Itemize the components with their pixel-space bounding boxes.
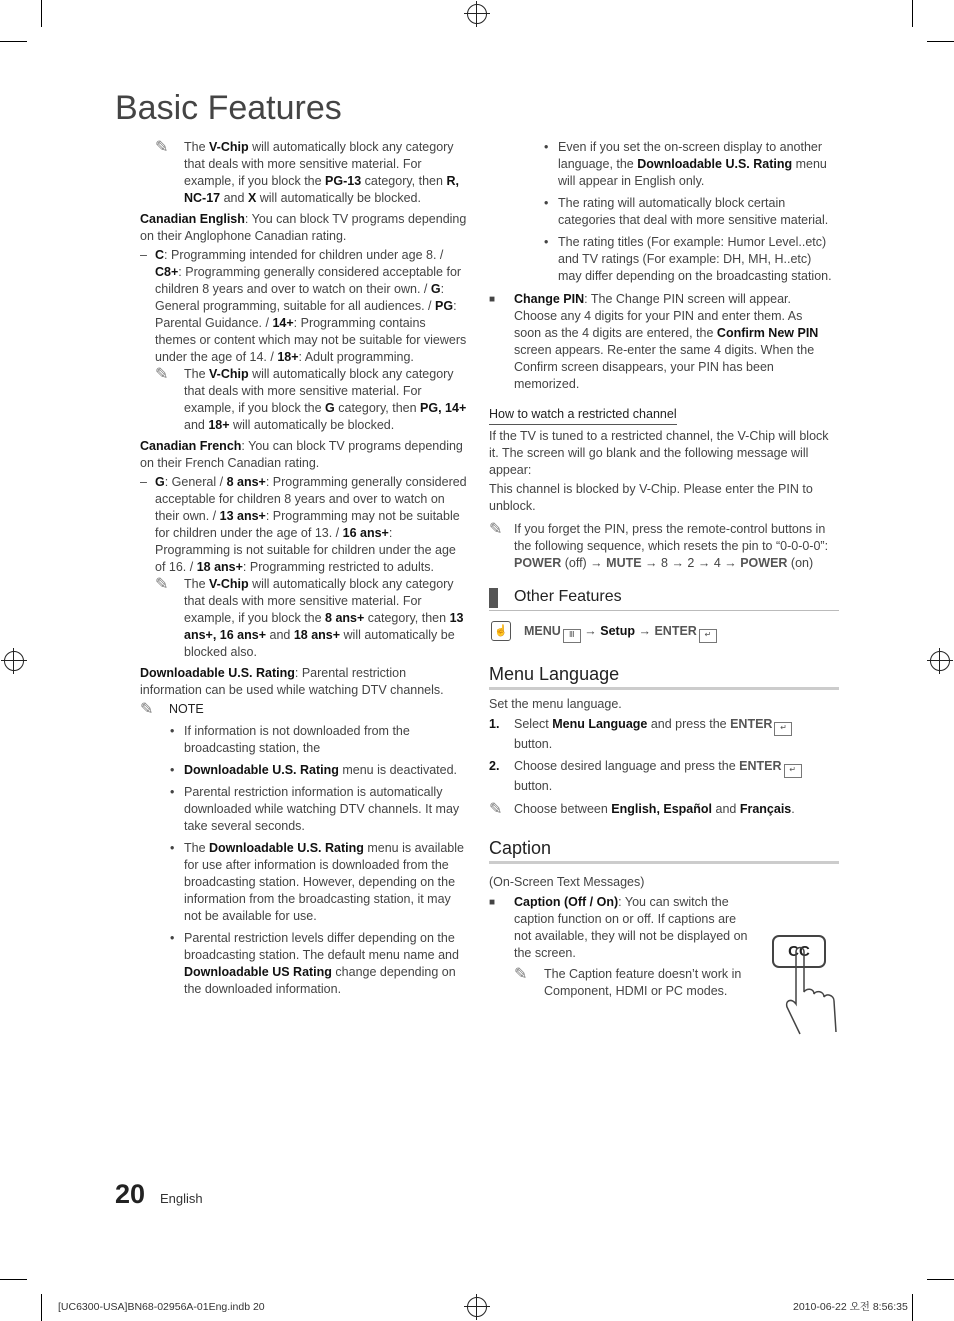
list-item: • Even if you set the on-screen display to another language, the Downloadable U.S. Rating menu will appear in English only. xyxy=(544,140,827,188)
list-item: • Downloadable U.S. Rating menu is deactivated. xyxy=(170,763,457,777)
vchip-note: ✎ The V-Chip will automatically block any category that deals with more sensitive material. For example, if you block the 8 ans+ category, then 13 ans+, 16 ans+ and 18 ans+ will automatically be blocked also. xyxy=(155,576,464,659)
list-item: • The rating titles (For example: Humor Level..etc) and TV ratings (For example: DH, MH, H..etc) may differ depending on the broadcasting station. xyxy=(544,235,832,283)
cc-button-illustration xyxy=(770,934,842,1044)
pencil-note-icon: ✎ xyxy=(155,576,169,593)
downloadable-rating-paragraph: Downloadable U.S. Rating: Parental restriction information can be used while watching DTV channels. xyxy=(140,666,444,697)
enter-key-icon: ↵ xyxy=(774,722,792,736)
note-heading: ✎ NOTE xyxy=(140,701,204,718)
other-features-heading: Other Features xyxy=(489,587,839,611)
note-bullets xyxy=(170,723,468,998)
canadian-english-ratings: – C: Programming intended for children under age 8. / C8+: Programming generally considered acceptable for children 8 years and over to watch on their own. / G: General programming, suitable for all audiences. / PG: Parental Guidance. / 14+: Programming contains themes or content which may not be suitable for viewers under the age of 14. / 18+: Adult programming. xyxy=(140,248,467,364)
pointing-hand-icon xyxy=(770,934,842,1044)
crop-mark xyxy=(41,1294,42,1321)
menu-language-heading: Menu Language xyxy=(489,663,839,690)
crop-mark xyxy=(0,1279,27,1280)
vchip-note: ✎ The V-Chip will automatically block any category that deals with more sensitive material. For example, if you block the G category, then PG, 14+ and 18+ will automatically be blocked. xyxy=(155,366,467,432)
menu-key-icon: Ⅲ xyxy=(563,629,581,643)
pencil-note-icon: ✎ xyxy=(489,521,503,538)
print-footer-right: 2010-06-22 오전 8:56:35 xyxy=(793,1301,908,1313)
language-choice-note: ✎ Choose between English, Español and Français. xyxy=(489,801,795,818)
pencil-note-icon: ✎ xyxy=(155,366,169,383)
menu-path: ☝ MENU Ⅲ → Setup → ENTER ↵ xyxy=(489,623,839,643)
crop-mark xyxy=(0,41,27,42)
enter-key-icon: ↵ xyxy=(699,629,717,643)
list-item: • The rating will automatically block certain categories that deal with more sensitive material. xyxy=(544,196,829,227)
print-footer-left: [UC6300-USA]BN68-02956A-01Eng.indb 20 xyxy=(58,1301,265,1313)
square-bullet-icon: ■ xyxy=(489,294,496,305)
crop-mark xyxy=(927,41,954,42)
crop-mark xyxy=(927,1279,954,1280)
pencil-note-icon: ✎ xyxy=(514,966,528,983)
crop-mark xyxy=(912,1294,913,1321)
vchip-note: ✎ The V-Chip will automatically block any category that deals with more sensitive material. For example, if you block the PG-13 category, then R, NC-17 and X will automatically be blocked. xyxy=(155,139,459,205)
cc-button-icon: CC xyxy=(772,935,826,968)
restricted-paragraph: If the TV is tuned to a restricted channel, the V-Chip will block it. The screen will go blank and the following message will appear: xyxy=(489,429,829,477)
pin-reset-note: ✎ If you forget the PIN, press the remote-control buttons in the following sequence, which resets the pin to “0-0-0-0”: POWER (off) → MUTE → 8 → 2 → 4 → POWER (on) xyxy=(489,521,829,570)
list-item: • Parental restriction levels differ depending on the broadcasting station. The default menu name and Downloadable US Rating change depending on the downloaded information. xyxy=(170,931,459,996)
right-column xyxy=(489,139,839,1000)
restricted-message: This channel is blocked by V-Chip. Please enter the PIN to unblock. xyxy=(489,482,813,513)
list-item: • Parental restriction information is automatically downloaded while watching DTV channels. It may take several seconds. xyxy=(170,785,460,833)
caption-item: ■ Caption (Off / On): You can switch the caption function on or off. If captions are not available, they will not be displayed on the screen. xyxy=(489,895,748,960)
page-language: English xyxy=(160,1191,203,1206)
page-number: 20 xyxy=(115,1179,146,1209)
list-item: • The Downloadable U.S. Rating menu is available for use after information is downloaded from the broadcasting station. However, depending on the information from the broadcasting station, it may not be available for use. xyxy=(170,841,464,923)
crop-mark xyxy=(912,0,913,27)
remote-menu-icon: ☝ xyxy=(491,621,511,641)
change-pin-item: ■ Change PIN: The Change PIN screen will appear. Choose any 4 digits for your PIN and enter them. As soon as the 4 digits are entered, the Confirm New PIN screen appears. Re-enter the same 4 digits. When the Confirm screen disappears, your PIN has been memorized. xyxy=(489,292,819,391)
registration-mark-icon xyxy=(467,1297,487,1317)
canadian-english-paragraph: Canadian English: You can block TV programs depending on their Anglophone Canadian rating. xyxy=(140,212,467,243)
left-column xyxy=(140,139,468,1003)
pencil-note-icon: ✎ xyxy=(489,801,503,818)
caption-subtitle: (On-Screen Text Messages) xyxy=(489,875,645,889)
crop-mark xyxy=(41,0,42,27)
caption-heading: Caption xyxy=(489,837,839,864)
page-title: Basic Features xyxy=(115,89,342,127)
caption-note: ✎ The Caption feature doesn’t work in Component, HDMI or PC modes. xyxy=(514,966,742,998)
menu-language-step: 1. Select Menu Language and press the ENTER ↵ button. xyxy=(489,716,839,753)
pencil-note-icon: ✎ xyxy=(155,139,169,156)
canadian-french-paragraph: Canadian French: You can block TV programs depending on their French Canadian rating. xyxy=(140,439,463,470)
pencil-note-icon: ✎ xyxy=(140,701,154,718)
registration-mark-icon xyxy=(930,651,950,671)
menu-language-intro: Set the menu language. xyxy=(489,697,622,711)
square-bullet-icon: ■ xyxy=(489,897,496,908)
list-item: • If information is not downloaded from the broadcasting station, the xyxy=(170,724,410,755)
section-bar-icon xyxy=(489,588,498,608)
enter-key-icon: ↵ xyxy=(784,764,802,778)
registration-mark-icon xyxy=(467,4,487,24)
menu-language-step: 2. Choose desired language and press the ENTER ↵ button. xyxy=(489,758,839,795)
registration-mark-icon xyxy=(4,651,24,671)
canadian-french-ratings: – G: General / 8 ans+: Programming generally considered acceptable for children 8 years and over to watch on their own. / 13 ans+: Programming may not be suitable for children under the age of 13. / 16 ans+: Programming is not suitable for children under the age of 16. / 18 ans+: Programming restricted to adults. xyxy=(140,475,467,574)
restricted-channel-heading: How to watch a restricted channel xyxy=(489,406,839,425)
rating-bullets xyxy=(544,139,836,285)
